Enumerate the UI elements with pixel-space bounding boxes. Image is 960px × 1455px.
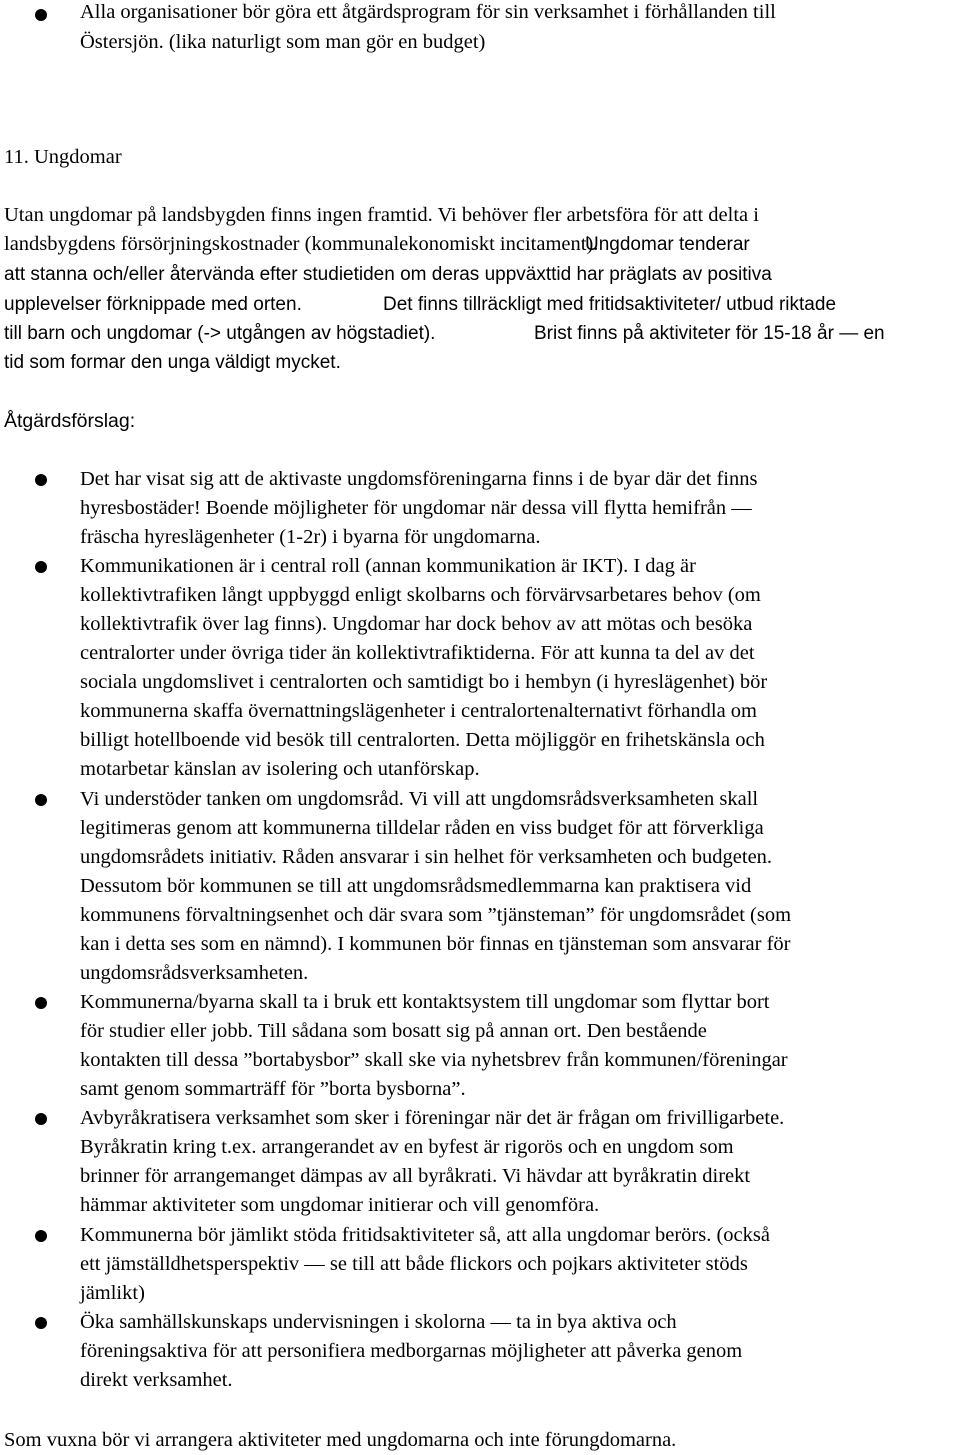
bullet-line: Östersjön. (lika naturligt som man gör en budget) — [80, 31, 486, 53]
proposals-heading: Åtgärdsförslag: — [4, 410, 136, 432]
bullet-line: Alla organisationer bör göra ett åtgärdsprogram för sin verksamhet i förhållanden till — [80, 1, 776, 23]
proposal-line: kan i detta ses som en nämnd). I kommunen bör finnas en tjänsteman som ansvarar för — [80, 933, 791, 955]
bullet-icon — [35, 474, 47, 486]
proposal-line: Kommunikationen är i central roll (annan kommunikation är IKT). I dag är — [80, 555, 696, 577]
proposal-line: kommunerna skaffa övernattningslägenheter i centralortenalternativt förhandla om — [80, 700, 758, 722]
bullet-icon — [35, 794, 47, 806]
proposal-line: direkt verksamhet. — [80, 1369, 233, 1391]
proposal-line: ett jämställdhetsperspektiv — se till att både flickors och pojkars aktiviteter stöds — [80, 1253, 748, 1275]
bullet-icon — [35, 1230, 47, 1242]
proposal-line: samt genom sommarträff för ”borta bysborna”. — [80, 1078, 466, 1100]
proposal-line: jämlikt) — [80, 1282, 145, 1304]
proposal-line: Öka samhällskunskaps undervisningen i skolorna — ta in bya aktiva och — [80, 1311, 677, 1333]
proposal-line: centralorter under övriga tider än kollektivtrafiktiderna. För att kunna ta del av det — [80, 642, 755, 664]
proposal-line: sociala ungdomslivet i centralorten och samtidigt bo i hembyn (i hyreslägenhet) bör — [80, 671, 768, 693]
bullet-icon — [35, 561, 47, 573]
paragraph-line: att stanna och/eller återvända efter studietiden om deras uppväxttid har präglats av positiva — [4, 264, 772, 285]
section-heading: 11. Ungdomar — [4, 146, 122, 168]
bullet-icon — [35, 997, 47, 1009]
paragraph-line: Ungdomar tenderar — [585, 234, 750, 255]
proposal-line: kontakten till dessa ”bortabysbor” skall ske via nyhetsbrev från kommunen/föreningar — [80, 1049, 788, 1071]
proposal-line: föreningsaktiva för att personifiera medborgarnas möjligheter att påverka genom — [80, 1340, 743, 1362]
paragraph-line: till barn och ungdomar (-> utgången av högstadiet). — [4, 323, 436, 344]
paragraph-line: landsbygdens försörjningskostnader (kommunalekonomiskt incitament). — [4, 233, 599, 255]
bullet-icon — [35, 1317, 47, 1329]
proposal-line: Det har visat sig att de aktivaste ungdomsföreningarna finns i de byar där det finns — [80, 468, 758, 490]
proposal-line: billigt hotellboende vid besök till centralorten. Detta möjliggör en frihetskänsla och — [80, 729, 765, 751]
paragraph-line: upplevelser förknippade med orten. — [4, 294, 302, 315]
paragraph-line: Det finns tillräckligt med fritidsaktiviteter/ utbud riktade — [383, 294, 837, 315]
proposal-line: ungdomsrådets initiativ. Råden ansvarar i sin helhet för verksamheten och budgeten. — [80, 846, 773, 868]
paragraph-line: Brist finns på aktiviteter för 15-18 år — en — [534, 323, 885, 344]
proposal-line: fräscha hyreslägenheter (1-2r) i byarna för ungdomarna. — [80, 526, 541, 548]
paragraph-line: Utan ungdomar på landsbygden finns ingen framtid. Vi behöver fler arbetsföra för att delta i — [4, 204, 759, 226]
proposal-line: Kommunerna bör jämlikt stöda fritidsaktiviteter så, att alla ungdomar berörs. (också — [80, 1224, 770, 1246]
proposal-line: för studier eller jobb. Till sådana som bosatt sig på annan ort. Den bestående — [80, 1020, 707, 1042]
proposal-line: Vi understöder tanken om ungdomsråd. Vi vill att ungdomsrådsverksamheten skall — [80, 788, 759, 810]
paragraph-line: tid som formar den unga väldigt mycket. — [4, 352, 341, 373]
proposal-line: hämmar aktiviteter som ungdomar initierar och vill genomföra. — [80, 1194, 600, 1216]
proposal-line: kollektivtrafiken långt uppbyggd enligt skolbarns och förvärvsarbetares behov (om — [80, 584, 761, 606]
proposal-line: legitimeras genom att kommunerna tilldelar råden en viss budget för att förverkliga — [80, 817, 764, 839]
proposal-line: Byråkratin kring t.ex. arrangerandet av en byfest är rigorös och en ungdom som — [80, 1136, 734, 1158]
proposal-line: kollektivtrafik över lag finns). Ungdomar har dock behov av att mötas och besöka — [80, 613, 753, 635]
proposal-line: Avbyråkratisera verksamhet som sker i föreningar när det är frågan om frivilligarbete. — [80, 1107, 785, 1129]
proposal-line: ungdomsrådsverksamheten. — [80, 962, 309, 984]
proposal-line: Kommunerna/byarna skall ta i bruk ett kontaktsystem till ungdomar som flyttar bort — [80, 991, 770, 1013]
proposal-line: motarbetar känslan av isolering och utanförskap. — [80, 758, 480, 780]
bullet-icon — [35, 9, 47, 21]
proposal-line: brinner för arrangemanget dämpas av all byråkrati. Vi hävdar att byråkratin direkt — [80, 1165, 751, 1187]
closing-line: Som vuxna bör vi arrangera aktiviteter med ungdomarna och inte förungdomarna. — [4, 1429, 677, 1451]
bullet-icon — [35, 1113, 47, 1125]
proposal-line: kommunens förvaltningsenhet och där svara som ”tjänsteman” för ungdomsrådet (som — [80, 904, 792, 926]
proposal-line: hyresbostäder! Boende möjligheter för ungdomar när dessa vill flytta hemifrån — — [80, 497, 752, 519]
proposal-line: Dessutom bör kommunen se till att ungdomsrådsmedlemmarna kan praktisera vid — [80, 875, 752, 897]
